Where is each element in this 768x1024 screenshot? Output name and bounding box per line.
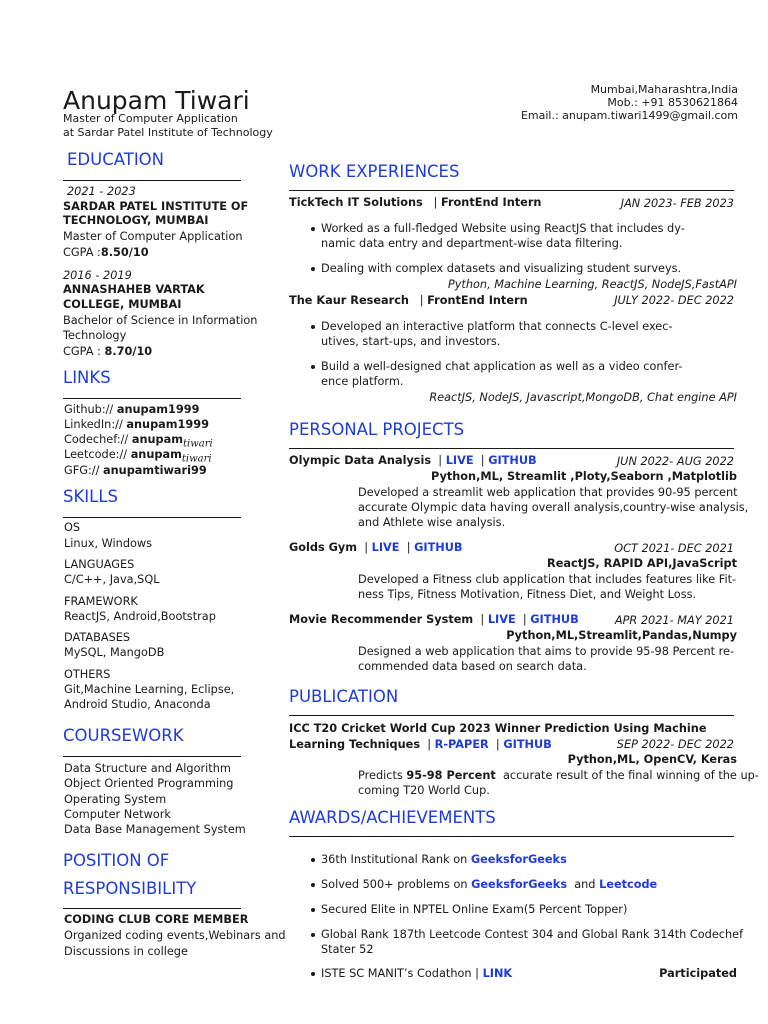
links-rule bbox=[63, 398, 241, 399]
links-title: LINKS bbox=[63, 368, 111, 387]
award-item: Secured Elite in NPTEL Online Exam(5 Percent Topper) bbox=[321, 903, 628, 916]
education-cgpa-1 bbox=[63, 245, 149, 260]
desc-bold: 95-98 Percent bbox=[406, 769, 496, 782]
job-dates-2: JULY 2022- DEC 2022 bbox=[614, 294, 734, 307]
position-desc-2: Discussions in college bbox=[64, 945, 188, 958]
cgpa-label: CGPA : bbox=[63, 246, 101, 259]
skills-title: SKILLS bbox=[63, 487, 119, 506]
project-name: Olympic Data Analysis bbox=[289, 454, 432, 467]
education-cgpa-2 bbox=[63, 344, 152, 359]
bullet-dot bbox=[311, 365, 315, 369]
link-value[interactable]: anupam bbox=[130, 448, 182, 461]
projects-rule bbox=[289, 448, 734, 449]
project-desc: commended data based on search data. bbox=[358, 660, 587, 673]
education-school-2: ANNASHAHEB VARTAK bbox=[63, 283, 205, 296]
project-github-link[interactable]: GITHUB bbox=[530, 613, 579, 626]
award-item-cont: Stater 52 bbox=[321, 943, 374, 956]
job-header-1 bbox=[289, 195, 541, 210]
publication-desc-2: coming T20 World Cup. bbox=[358, 784, 490, 797]
skill-heading-os: OS bbox=[64, 521, 81, 534]
publication-dates: SEP 2022- DEC 2022 bbox=[616, 738, 734, 751]
project-desc: Developed a streamlit web application that provides 90-95 percent bbox=[358, 486, 738, 499]
link-label: LinkedIn:// bbox=[64, 418, 127, 431]
position-rule bbox=[63, 908, 241, 909]
awards-title: AWARDS/ACHIEVEMENTS bbox=[289, 808, 496, 827]
header-location: Mumbai,Maharashtra,India bbox=[590, 83, 738, 96]
work-title: WORK EXPERIENCES bbox=[289, 162, 460, 181]
project-desc: Developed a Fitness club application that includes features like Fit- bbox=[358, 573, 737, 586]
project-live-link[interactable]: LIVE bbox=[487, 613, 516, 626]
desc-text: Predicts bbox=[358, 769, 407, 782]
bullet-dot bbox=[311, 972, 315, 976]
education-school-1: SARDAR PATEL INSTITUTE OF bbox=[63, 200, 249, 213]
education-rule bbox=[63, 180, 241, 181]
award-item: Global Rank 187th Leetcode Contest 304 and Global Rank 314th Codechef bbox=[321, 928, 744, 941]
link-value[interactable]: anupam1999 bbox=[116, 403, 200, 416]
candidate-name: Anupam Tiwari bbox=[63, 86, 250, 115]
education-school-1b: TECHNOLOGY, MUMBAI bbox=[63, 214, 209, 227]
publication-name-cont: Learning Techniques bbox=[289, 738, 421, 751]
position-title: POSITION OF bbox=[63, 851, 170, 870]
bullet-dot bbox=[311, 933, 315, 937]
job-bullet-cont: namic data entry and department-wise data filtering. bbox=[321, 237, 623, 250]
job-tech-1: Python, Machine Learning, ReactJS, NodeJS,FastAPI bbox=[447, 278, 737, 291]
desc-text: accurate result of the final winning of the up- bbox=[495, 769, 759, 782]
work-rule bbox=[289, 190, 734, 191]
project-dates-2: OCT 2021- DEC 2021 bbox=[614, 542, 734, 555]
project-header-2: Golds Gym | LIVE | GITHUB bbox=[289, 541, 463, 554]
job-bullet-cont: ence platform. bbox=[321, 375, 404, 388]
skill-heading-languages: LANGUAGES bbox=[64, 558, 135, 571]
award-link[interactable]: Leetcode bbox=[599, 878, 658, 891]
education-years-2: 2016 - 2019 bbox=[63, 269, 132, 282]
link-label: Leetcode:// bbox=[64, 448, 131, 461]
project-github-link[interactable]: GITHUB bbox=[488, 454, 537, 467]
cgpa-value: 8.50/10 bbox=[100, 246, 149, 259]
link-value[interactable]: anupamtiwari99 bbox=[103, 464, 207, 477]
job-bullet: Developed an interactive platform that connects C-level exec- bbox=[321, 320, 673, 333]
job-sep: | bbox=[433, 196, 438, 209]
header-institute: at Sardar Patel Institute of Technology bbox=[63, 126, 273, 139]
publication-title: PUBLICATION bbox=[289, 687, 399, 706]
bullet-dot bbox=[311, 883, 315, 887]
project-tech-3: Python,ML,Streamlit,Pandas,Numpy bbox=[506, 629, 737, 642]
coursework-rule bbox=[63, 756, 241, 757]
link-label: GFG:// bbox=[64, 464, 104, 477]
publication-github-link[interactable]: GITHUB bbox=[503, 738, 552, 751]
job-role: FrontEnd Intern bbox=[440, 196, 542, 209]
link-label: Github:// bbox=[64, 403, 117, 416]
award-text: 36th Institutional Rank on bbox=[321, 853, 471, 866]
header-mobile: Mob.: +91 8530621864 bbox=[607, 96, 738, 109]
bullet-dot bbox=[311, 325, 315, 329]
bullet-dot bbox=[311, 858, 315, 862]
skill-value-others: Git,Machine Learning, Eclipse, bbox=[64, 683, 235, 696]
project-tech-1: Python,ML, Streamlit ,Ploty,Seaborn ,Matplotlib bbox=[430, 470, 737, 483]
skill-value-languages: C/C++, Java,SQL bbox=[64, 573, 160, 586]
bullet-dot bbox=[311, 908, 315, 912]
job-sep: | bbox=[419, 294, 424, 307]
skills-rule bbox=[63, 517, 241, 518]
publication-tech: Python,ML, OpenCV, Keras bbox=[567, 753, 737, 766]
job-bullet: Build a well-designed chat application as well as a video confer- bbox=[321, 360, 683, 373]
job-company: TickTech IT Solutions bbox=[289, 196, 423, 209]
bullet-dot bbox=[311, 267, 315, 271]
award-item bbox=[321, 877, 657, 892]
link-label: Codechef:// bbox=[64, 433, 132, 446]
award-status: Participated bbox=[659, 967, 737, 980]
publication-name: ICC T20 Cricket World Cup 2023 Winner Prediction Using Machine bbox=[289, 722, 707, 735]
award-link[interactable]: GeeksforGeeks bbox=[470, 853, 567, 866]
award-text: and bbox=[567, 878, 600, 891]
education-school-2b: COLLEGE, MUMBAI bbox=[63, 298, 182, 311]
award-text: ISTE SC MANIT’s Codathon | bbox=[321, 967, 483, 980]
job-role: FrontEnd Intern bbox=[427, 294, 528, 307]
projects-title: PERSONAL PROJECTS bbox=[289, 420, 465, 439]
education-degree-2: Bachelor of Science in Information bbox=[63, 314, 258, 327]
skill-value-databases: MySQL, MangoDB bbox=[64, 646, 165, 659]
job-bullet: Dealing with complex datasets and visualizing student surveys. bbox=[321, 262, 682, 275]
skill-heading-others: OTHERS bbox=[64, 668, 111, 681]
link-github[interactable] bbox=[64, 402, 199, 417]
publication-rpaper-link[interactable]: R-PAPER bbox=[434, 738, 489, 751]
link-suffix: tiwari bbox=[183, 438, 213, 450]
project-live-link[interactable]: LIVE bbox=[445, 454, 474, 467]
education-title: EDUCATION bbox=[67, 150, 165, 169]
header-email: Email.: anupam.tiwari1499@gmail.com bbox=[520, 109, 738, 122]
project-desc: accurate Olympic data having overall analysis,country-wise analysis, bbox=[358, 501, 749, 514]
job-bullet-cont: utives, start-ups, and investors. bbox=[321, 335, 501, 348]
skill-heading-databases: DATABASES bbox=[64, 631, 131, 644]
cgpa-value: 8.70/10 bbox=[104, 345, 153, 358]
project-dates-3: APR 2021- MAY 2021 bbox=[614, 614, 734, 627]
cgpa-label: CGPA : bbox=[63, 345, 101, 358]
course-item: Computer Network bbox=[64, 808, 171, 821]
education-degree-1: Master of Computer Application bbox=[63, 230, 243, 243]
project-tech-2: ReactJS, RAPID API,JavaScript bbox=[547, 557, 737, 570]
job-tech-2: ReactJS, NodeJS, Javascript,MongoDB, Chat engine API bbox=[429, 391, 737, 404]
job-dates-1: JAN 2023- FEB 2023 bbox=[620, 197, 734, 210]
course-item: Data Base Management System bbox=[64, 823, 246, 836]
publication-rule bbox=[289, 715, 734, 716]
job-bullet: Worked as a full-fledged Website using ReactJS that includes dy- bbox=[321, 222, 685, 235]
project-desc: ness Tips, Fitness Motivation, Fitness Diet, and Weight Loss. bbox=[358, 588, 697, 601]
project-dates-1: JUN 2022- AUG 2022 bbox=[616, 455, 734, 468]
project-name: Movie Recommender System bbox=[289, 613, 474, 626]
awards-rule bbox=[289, 836, 734, 837]
header-degree: Master of Computer Application bbox=[63, 112, 238, 125]
bullet-dot bbox=[311, 227, 315, 231]
skill-value-os: Linux, Windows bbox=[64, 537, 153, 550]
award-item bbox=[321, 966, 512, 981]
job-header-2 bbox=[289, 293, 528, 308]
course-item: Object Oriented Programming bbox=[64, 777, 234, 790]
project-desc: Designed a web application that aims to provide 95-98 Percent re- bbox=[358, 645, 735, 658]
coursework-title: COURSEWORK bbox=[63, 726, 184, 745]
position-title-2: RESPONSIBILITY bbox=[63, 879, 197, 898]
publication-name-2: Learning Techniques | R-PAPER | GITHUB bbox=[289, 738, 552, 751]
link-value[interactable]: anupam1999 bbox=[126, 418, 209, 431]
award-item bbox=[321, 852, 567, 867]
course-item: Operating System bbox=[64, 793, 167, 806]
award-link[interactable]: LINK bbox=[482, 967, 513, 980]
project-github-link[interactable]: GITHUB bbox=[414, 541, 463, 554]
award-link[interactable]: GeeksforGeeks bbox=[471, 878, 568, 891]
skill-heading-framework: FRAMEWORK bbox=[64, 595, 138, 608]
link-value[interactable]: anupam bbox=[131, 433, 184, 446]
publication-desc bbox=[358, 768, 759, 783]
link-suffix: tiwari bbox=[181, 453, 212, 465]
award-text: Solved 500+ problems on bbox=[321, 878, 472, 891]
skill-value-framework: ReactJS, Android,Bootstrap bbox=[64, 610, 216, 623]
education-years-1: 2021 - 2023 bbox=[67, 185, 136, 198]
position-desc: Organized coding events,Webinars and bbox=[64, 929, 286, 942]
link-linkedin[interactable] bbox=[64, 417, 209, 432]
link-gfg[interactable] bbox=[64, 463, 207, 478]
project-live-link[interactable]: LIVE bbox=[371, 541, 400, 554]
job-company: The Kaur Research bbox=[289, 294, 409, 307]
course-item: Data Structure and Algorithm bbox=[64, 762, 231, 775]
skill-value-others-2: Android Studio, Anaconda bbox=[64, 698, 211, 711]
position-role: CODING CLUB CORE MEMBER bbox=[64, 913, 249, 926]
project-header-1: Olympic Data Analysis | LIVE | GITHUB bbox=[289, 454, 537, 467]
project-header-3: Movie Recommender System | LIVE | GITHUB bbox=[289, 613, 579, 626]
education-degree-2b: Technology bbox=[63, 329, 127, 342]
project-name: Golds Gym bbox=[289, 541, 358, 554]
project-desc: and Athlete wise analysis. bbox=[358, 516, 506, 529]
